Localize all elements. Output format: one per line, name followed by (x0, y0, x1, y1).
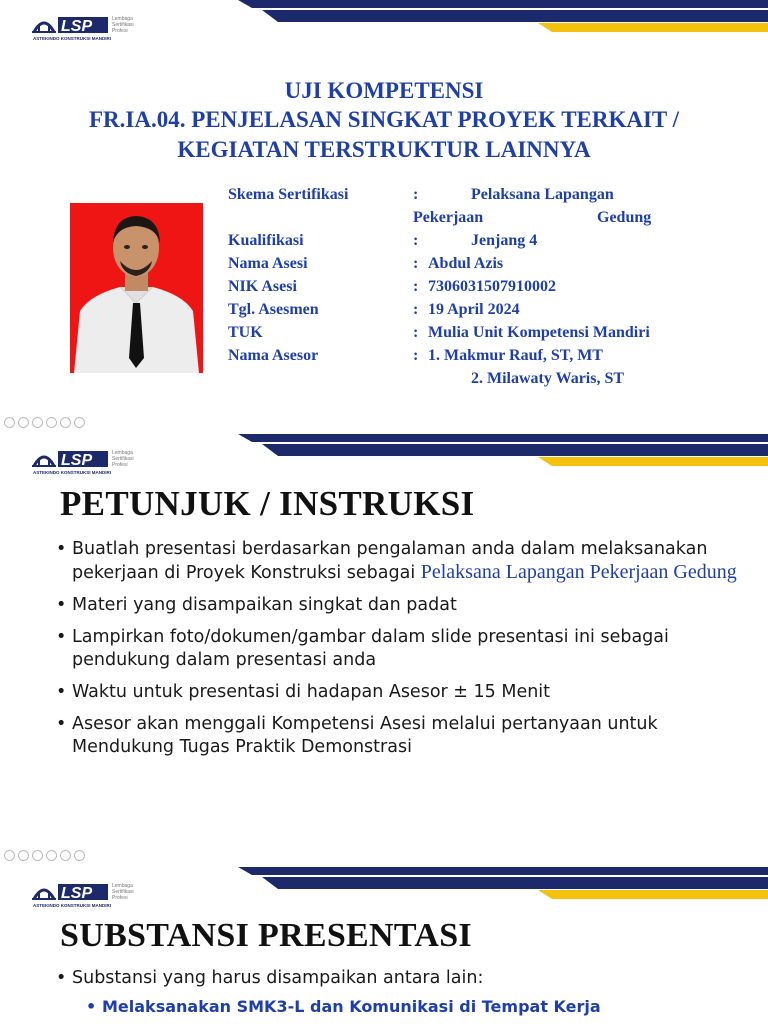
lsp-logo (32, 877, 152, 909)
instruction-text: Materi yang disampaikan singkat dan padat (72, 595, 457, 615)
bullet-icon: • (56, 539, 67, 559)
nama-asesi-colon: : (413, 255, 419, 272)
instruction-text: Buatlah presentasi berdasarkan pengalaman anda dalam melaksanakan pekerjaan di Proyek Konstruksi sebagai (72, 539, 708, 583)
bullet-icon: • (56, 682, 67, 702)
instruction-emphasis: Pelaksana Lapangan Pekerjaan Gedung (420, 561, 737, 583)
zoom-icon[interactable] (60, 417, 71, 428)
grid-icon[interactable] (46, 850, 57, 861)
lsp-logo (32, 10, 152, 42)
instruction-text: Lampirkan foto/dokumen/gambar dalam slide presentasi ini sebagai pendukung dalam presentasi anda (72, 627, 669, 670)
more-icon[interactable] (74, 417, 85, 428)
more-icon[interactable] (74, 850, 85, 861)
instruction-text: Waktu untuk presentasi di hadapan Asesor ± 15 Menit (72, 682, 551, 702)
nama-asesi-label: Nama Asesi (228, 255, 308, 272)
instructions-list (56, 538, 746, 768)
tuk-label: TUK (228, 324, 263, 341)
tgl-asesmen-colon: : (413, 301, 419, 318)
nik-value: 7306031507910002 (428, 278, 556, 295)
bullet-icon: • (56, 627, 67, 647)
svg-text:Profesi: Profesi (112, 28, 128, 34)
substance-intro: Substansi yang harus disampaikan antara lain: (72, 968, 484, 988)
header-stripes (238, 867, 768, 905)
svg-text:ASTEKINDO KONSTRUKSI MANDIRI: ASTEKINDO KONSTRUKSI MANDIRI (33, 470, 112, 475)
svg-text:Sertifikasi: Sertifikasi (112, 22, 134, 28)
slide-gap (0, 844, 768, 867)
header-stripes (238, 434, 768, 472)
substance-sub-item: Melaksanakan SMK3-L dan Komunikasi di Tempat Kerja (102, 997, 601, 1016)
svg-text:ASTEKINDO KONSTRUKSI MANDIRI: ASTEKINDO KONSTRUKSI MANDIRI (33, 903, 112, 908)
zoom-icon[interactable] (60, 850, 71, 861)
tuk-colon: : (413, 324, 419, 341)
svg-text:LSP: LSP (61, 18, 93, 35)
grid-icon[interactable] (46, 417, 57, 428)
slide-instructions (0, 434, 768, 844)
cover-title-line-2: FR.IA.04. PENJELASAN SINGKAT PROYEK TERKAIT / (88, 107, 679, 132)
bullet-icon: • (56, 968, 67, 988)
cover-title-line-3: KEGIATAN TERSTRUKTUR LAINNYA (177, 137, 591, 162)
skema-value-line-2a: Pekerjaan (413, 209, 484, 226)
bullet-icon: • (56, 714, 67, 734)
pen-icon[interactable] (32, 417, 43, 428)
slide-substance (0, 867, 768, 1024)
list-item (56, 594, 746, 617)
nama-asesor-colon: : (413, 347, 419, 364)
header-stripes (238, 0, 768, 38)
svg-text:LSP: LSP (61, 452, 93, 469)
skema-label: Skema Sertifikasi (228, 186, 349, 203)
cover-title-line-1: UJI KOMPETENSI (284, 78, 484, 103)
skema-colon: : (413, 186, 419, 203)
tuk-value: Mulia Unit Kompetensi Mandiri (428, 324, 650, 341)
skema-value-line-1: Pelaksana Lapangan (471, 186, 614, 203)
skema-value-line-2b: Gedung (597, 209, 652, 226)
svg-text:Lembaga: Lembaga (112, 450, 133, 456)
prev-icon[interactable] (4, 850, 15, 861)
svg-text:Sertifikasi: Sertifikasi (112, 456, 134, 462)
svg-text:Profesi: Profesi (112, 895, 128, 901)
slide-cover (0, 0, 768, 412)
list-item (56, 967, 746, 990)
next-icon[interactable] (18, 850, 29, 861)
instructions-heading: PETUNJUK / INSTRUKSI (60, 484, 475, 523)
tgl-asesmen-value: 19 April 2024 (428, 301, 520, 318)
svg-text:Sertifikasi: Sertifikasi (112, 889, 134, 895)
tgl-asesmen-label: Tgl. Asesmen (228, 301, 319, 318)
nama-asesor-label: Nama Asesor (228, 347, 319, 364)
applicant-photo (70, 203, 203, 373)
kualifikasi-colon: : (413, 232, 419, 249)
pen-icon[interactable] (32, 850, 43, 861)
nama-asesi-value: Abdul Azis (428, 255, 504, 272)
slide-controls[interactable] (4, 417, 85, 428)
svg-text:Profesi: Profesi (112, 462, 128, 468)
slide-gap (0, 412, 768, 434)
asesor-1-value: 1. Makmur Rauf, ST, MT (428, 347, 603, 364)
lsp-logo (32, 444, 152, 476)
svg-text:Lembaga: Lembaga (112, 16, 133, 22)
substance-heading: SUBSTANSI PRESENTASI (60, 917, 472, 954)
asesor-2-value: 2. Milawaty Waris, ST (471, 370, 625, 387)
slide-controls[interactable] (4, 850, 85, 861)
list-item (56, 681, 746, 704)
nik-label: NIK Asesi (228, 278, 297, 295)
svg-text:LSP: LSP (61, 885, 93, 902)
instruction-text: Asesor akan menggali Kompetensi Asesi melalui pertanyaan untuk Mendukung Tugas Praktik Demonstrasi (72, 714, 658, 757)
bullet-icon: • (56, 595, 67, 615)
list-item (56, 538, 746, 585)
list-item (86, 995, 746, 1019)
kualifikasi-label: Kualifikasi (228, 232, 304, 249)
svg-text:ASTEKINDO KONSTRUKSI MANDIRI: ASTEKINDO KONSTRUKSI MANDIRI (33, 36, 112, 41)
list-item (56, 626, 746, 672)
nik-colon: : (413, 278, 419, 295)
next-icon[interactable] (18, 417, 29, 428)
svg-text:Lembaga: Lembaga (112, 883, 133, 889)
bullet-icon: • (86, 997, 97, 1016)
kualifikasi-value: Jenjang 4 (471, 232, 538, 249)
substance-list (56, 967, 746, 1024)
prev-icon[interactable] (4, 417, 15, 428)
list-item (56, 713, 746, 759)
